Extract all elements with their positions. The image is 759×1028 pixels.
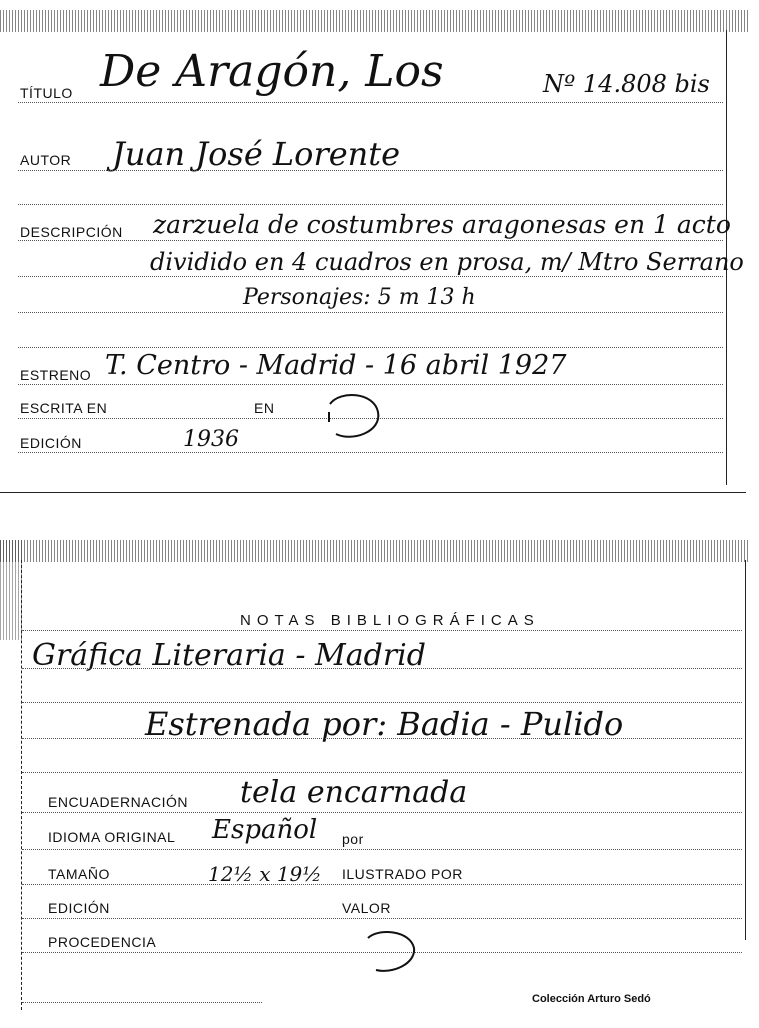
encuadernacion-rule [22, 812, 742, 813]
por-label: por [342, 831, 364, 847]
spacer-rule-1 [18, 204, 723, 205]
notes-rule-3 [22, 738, 742, 739]
descripcion-line-2: dividido en 4 cuadros en prosa, m/ Mtro Serrano [150, 248, 744, 276]
descripcion-rule-3 [18, 312, 723, 313]
tamano-rule [22, 884, 742, 885]
descripcion-label: DESCRIPCIÓN [20, 224, 123, 240]
edicion-label-2: EDICIÓN [48, 900, 110, 916]
estreno-label: ESTRENO [20, 367, 92, 383]
idioma-rule [22, 849, 742, 850]
notas-heading: NOTAS BIBLIOGRÁFICAS [240, 612, 540, 629]
autor-value: Juan José Lorente [112, 135, 401, 173]
card2-right-border [745, 560, 746, 940]
spacer-rule-2 [18, 347, 723, 348]
notes-rule-4 [22, 772, 742, 773]
card2-top-edge-texture [0, 540, 748, 562]
credit-text: Colección Arturo Sedó [532, 993, 651, 1005]
idioma-value: Español [212, 815, 318, 845]
encuadernacion-label: ENCUADERNACIÓN [48, 794, 189, 810]
numero-value: Nº 14.808 bis [543, 70, 710, 98]
en-label: EN [254, 400, 275, 416]
autor-rule [18, 170, 723, 171]
bottom-rule [22, 1002, 262, 1003]
ilustrado-label: ILUSTRADO POR [342, 866, 463, 882]
descripcion-rule-2 [18, 276, 723, 277]
escrita-label: ESCRITA EN [20, 400, 108, 416]
edicion-value-1: 1936 [183, 427, 239, 452]
notas-heading-rule [22, 630, 742, 631]
stamp-circle [322, 392, 384, 442]
edicion-rule-1 [18, 452, 723, 453]
notes-line-2: Estrenada por: Badia - Pulido [145, 705, 624, 743]
procedencia-label: PROCEDENCIA [48, 934, 157, 950]
card2-left-border [21, 560, 22, 1010]
edicion-label-1: EDICIÓN [20, 435, 82, 451]
descripcion-line-1: zarzuela de costumbres aragonesas en 1 acto [153, 210, 731, 239]
notes-rule-1 [22, 668, 742, 669]
descripcion-line-3: Personajes: 5 m 13 h [243, 285, 476, 310]
stamp-circle-2 [358, 930, 420, 976]
titulo-label: TÍTULO [20, 85, 73, 101]
valor-label: VALOR [342, 900, 391, 916]
card2-left-edge-texture [0, 540, 22, 640]
tamano-label: TAMAÑO [48, 866, 110, 882]
tamano-value: 12½ x 19½ [208, 862, 322, 886]
card1-top-edge-texture [0, 10, 748, 32]
estreno-value: T. Centro - Madrid - 16 abril 1927 [105, 350, 567, 381]
autor-label: AUTOR [20, 152, 72, 168]
titulo-value: De Aragón, Los [100, 46, 444, 97]
notes-rule-2 [22, 702, 742, 703]
descripcion-rule-1 [18, 240, 723, 241]
titulo-rule [18, 102, 723, 103]
idioma-label: IDIOMA ORIGINAL [48, 829, 176, 845]
notes-line-1: Gráfica Literaria - Madrid [32, 638, 426, 673]
card1-bottom-border [0, 492, 746, 493]
encuadernacion-value: tela encarnada [240, 775, 468, 810]
edicion-rule-2 [22, 918, 742, 919]
estreno-rule [18, 384, 723, 385]
